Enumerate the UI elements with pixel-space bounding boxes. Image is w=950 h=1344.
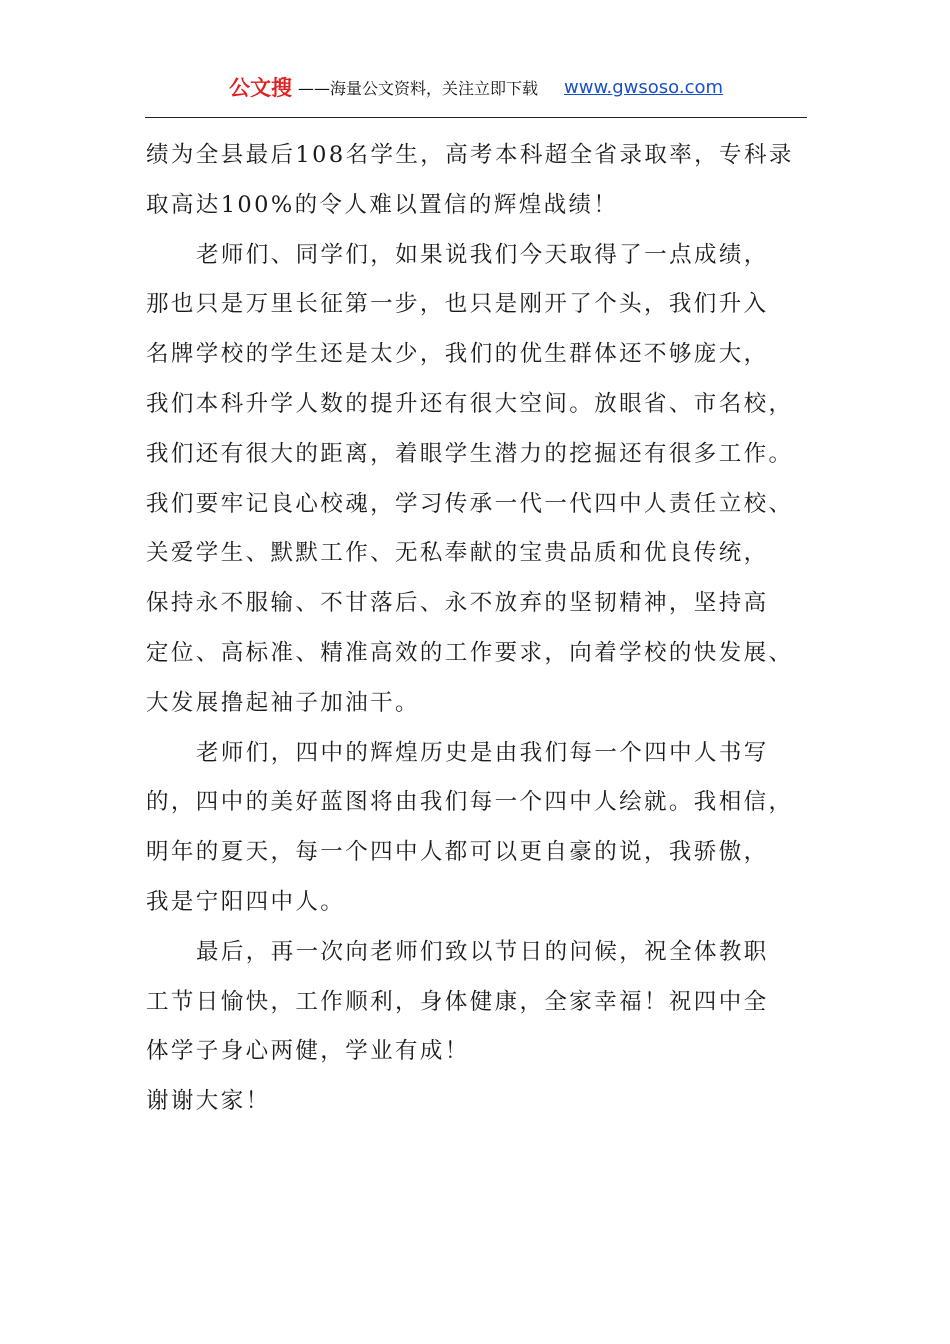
text-line: 的，四中的美好蓝图将由我们每一个四中人绘就。我相信，: [146, 789, 794, 816]
text-line: 我们还有很大的距离，着眼学生潜力的挖掘还有很多工作。: [146, 440, 794, 467]
text-line: 取高达100%的令人难以置信的辉煌战绩！: [146, 191, 619, 218]
text-line: 我们要牢记良心校魂，学习传承一代一代四中人责任立校、: [146, 490, 794, 517]
text-line: 明年的夏天，每一个四中人都可以更自豪的说，我骄傲，: [146, 839, 769, 866]
paragraph-first-line: 老师们，四中的辉煌历史是由我们每一个四中人书写: [196, 739, 769, 766]
text-line: 大发展撸起袖子加油干。: [146, 689, 420, 716]
brand-logo-text: 公文搜: [228, 76, 292, 100]
text-line: 关爱学生、默默工作、无私奉献的宝贵品质和优良传统，: [146, 540, 769, 567]
header-tagline: ——海量公文资料，关注立即下载: [297, 78, 538, 98]
text-line: 我们本科升学人数的提升还有很大空间。放眼省、市名校，: [146, 390, 794, 417]
text-line: 名牌学校的学生还是太少，我们的优生群体还不够庞大，: [146, 341, 769, 368]
text-line: 我是宁阳四中人。: [146, 888, 346, 915]
paragraph-first-line: 老师们、同学们，如果说我们今天取得了一点成绩，: [196, 241, 769, 268]
page-header: [145, 72, 807, 102]
text-line: 体学子身心两健，学业有成！: [146, 1038, 470, 1065]
site-link[interactable]: www.gwsoso.com: [564, 76, 724, 98]
header-divider: [145, 117, 807, 118]
text-line: 那也只是万里长征第一步，也只是刚开了个头，我们升入: [146, 291, 769, 318]
text-line: 保持永不服输、不甘落后、永不放弃的坚韧精神，坚持高: [146, 590, 769, 617]
closing-line: 谢谢大家！: [146, 1088, 271, 1115]
paragraph-first-line: 最后，再一次向老师们致以节日的问候，祝全体教职: [196, 938, 769, 965]
text-line: 绩为全县最后108名学生，高考本科超全省录取率，专科录: [146, 142, 794, 168]
text-line: 定位、高标准、精准高效的工作要求，向着学校的快发展、: [146, 639, 794, 666]
text-line: 工节日愉快，工作顺利，身体健康，全家幸福！祝四中全: [146, 988, 769, 1015]
document-body: [146, 131, 816, 1127]
